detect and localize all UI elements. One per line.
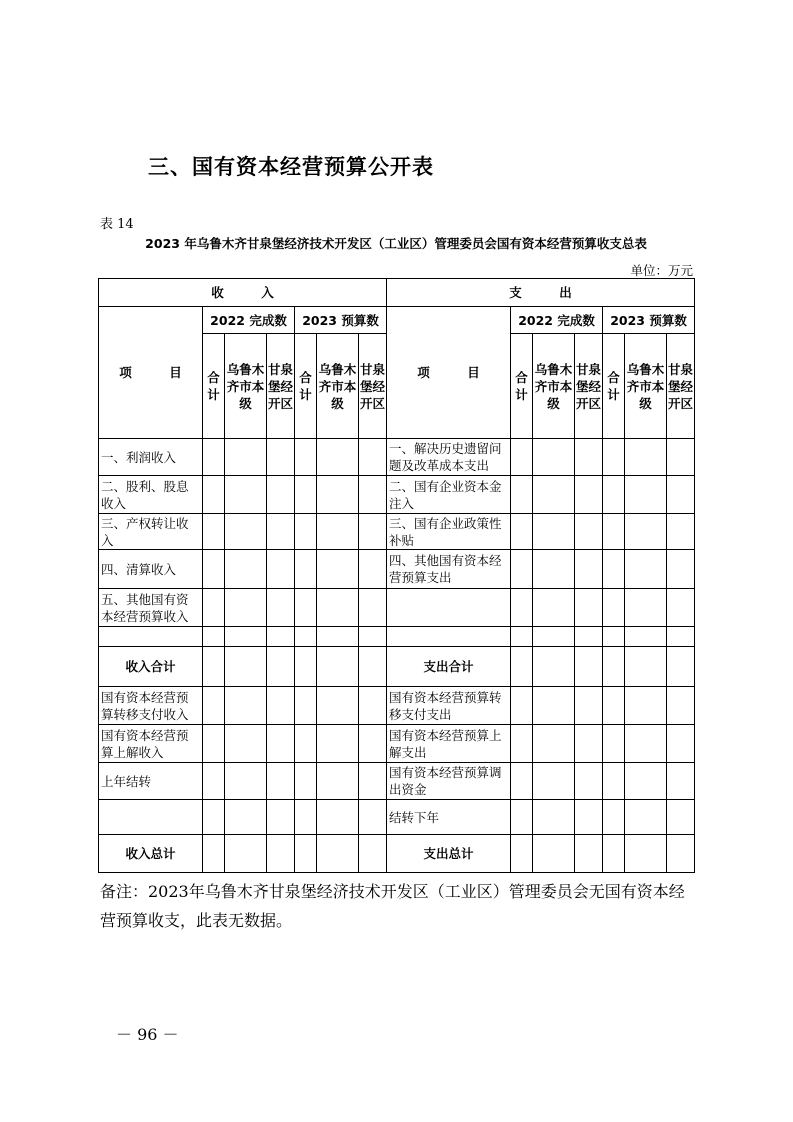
income-amount-cell: [225, 725, 267, 763]
income-header: 收 入: [99, 279, 387, 307]
expense-amount-cell: [575, 800, 603, 835]
income-amount-cell: [295, 835, 317, 873]
income-amount-cell: [203, 476, 225, 514]
expense-2023-gqb-header: 甘泉堡经开区: [667, 334, 695, 439]
income-amount-cell: [317, 589, 359, 627]
expense-amount-cell: [625, 439, 667, 476]
income-amount-cell: [317, 439, 359, 476]
income-amount-cell: [359, 627, 387, 647]
expense-amount-cell: [603, 800, 625, 835]
income-amount-cell: [225, 800, 267, 835]
expense-amount-cell: [533, 647, 575, 687]
expense-amount-cell: [603, 725, 625, 763]
expense-amount-cell: [533, 589, 575, 627]
income-amount-cell: [317, 800, 359, 835]
income-amount-cell: [267, 627, 295, 647]
expense-amount-cell: [667, 589, 695, 627]
expense-amount-cell: [511, 589, 533, 627]
income-amount-cell: [295, 687, 317, 725]
expense-amount-cell: [625, 514, 667, 550]
expense-2023-budget-header: 2023 预算数: [603, 307, 695, 334]
income-amount-cell: [359, 550, 387, 589]
income-2022-city-header: 乌鲁木齐市本级: [225, 334, 267, 439]
expense-amount-cell: [667, 647, 695, 687]
expense-amount-cell: [667, 550, 695, 589]
income-item-cell: 一、利润收入: [99, 439, 203, 476]
expense-amount-cell: [511, 763, 533, 800]
budget-table: [98, 278, 695, 873]
income-2022-gqb-header: 甘泉堡经开区: [267, 334, 295, 439]
income-amount-cell: [225, 835, 267, 873]
expense-amount-cell: [511, 514, 533, 550]
income-amount-cell: [295, 514, 317, 550]
income-amount-cell: [225, 687, 267, 725]
table-row: [99, 439, 695, 476]
income-amount-cell: [295, 476, 317, 514]
expense-amount-cell: [575, 439, 603, 476]
expense-2022-total-header: 合计: [511, 334, 533, 439]
income-2023-budget-header: 2023 预算数: [295, 307, 387, 334]
expense-amount-cell: [533, 800, 575, 835]
income-amount-cell: [225, 439, 267, 476]
income-amount-cell: [359, 476, 387, 514]
table-row: [99, 514, 695, 550]
expense-2023-city-header: 乌鲁木齐市本级: [625, 334, 667, 439]
expense-amount-cell: [625, 627, 667, 647]
expense-amount-cell: [667, 439, 695, 476]
income-item-cell: [99, 627, 203, 647]
income-item-cell: 国有资本经营预算上解收入: [99, 725, 203, 763]
expense-amount-cell: [603, 763, 625, 800]
header-row-1: [99, 279, 695, 307]
expense-amount-cell: [625, 476, 667, 514]
expense-amount-cell: [511, 725, 533, 763]
expense-amount-cell: [511, 687, 533, 725]
income-item-cell: [99, 800, 203, 835]
income-amount-cell: [317, 835, 359, 873]
expense-2022-completed-header: 2022 完成数: [511, 307, 603, 334]
income-item-cell: 二、股利、股息收入: [99, 476, 203, 514]
expense-amount-cell: [575, 687, 603, 725]
income-amount-cell: [359, 647, 387, 687]
income-amount-cell: [225, 627, 267, 647]
income-amount-cell: [295, 800, 317, 835]
table-body: [99, 439, 695, 873]
expense-item-cell: 国有资本经营预算上解支出: [387, 725, 511, 763]
expense-amount-cell: [625, 835, 667, 873]
expense-amount-cell: [533, 725, 575, 763]
income-amount-cell: [203, 647, 225, 687]
income-amount-cell: [267, 725, 295, 763]
expense-amount-cell: [603, 514, 625, 550]
expense-amount-cell: [575, 725, 603, 763]
income-amount-cell: [359, 763, 387, 800]
expense-amount-cell: [625, 647, 667, 687]
expense-amount-cell: [575, 763, 603, 800]
income-amount-cell: [225, 550, 267, 589]
income-amount-cell: [267, 514, 295, 550]
income-amount-cell: [359, 835, 387, 873]
income-amount-cell: [359, 514, 387, 550]
expense-amount-cell: [625, 687, 667, 725]
expense-amount-cell: [603, 589, 625, 627]
income-2022-total-header: 合计: [203, 334, 225, 439]
income-item-cell: 收入合计: [99, 647, 203, 687]
income-amount-cell: [225, 763, 267, 800]
expense-item-cell: 四、其他国有资本经营预算支出: [387, 550, 511, 589]
expense-amount-cell: [667, 835, 695, 873]
expense-amount-cell: [511, 476, 533, 514]
expense-amount-cell: [603, 687, 625, 725]
income-amount-cell: [203, 550, 225, 589]
expense-2022-city-header: 乌鲁木齐市本级: [533, 334, 575, 439]
income-amount-cell: [267, 763, 295, 800]
income-amount-cell: [267, 687, 295, 725]
income-amount-cell: [203, 687, 225, 725]
expense-amount-cell: [511, 550, 533, 589]
expense-item-cell: [387, 627, 511, 647]
expense-item-cell: 结转下年: [387, 800, 511, 835]
expense-amount-cell: [625, 725, 667, 763]
expense-amount-cell: [625, 800, 667, 835]
expense-item-cell: 支出总计: [387, 835, 511, 873]
income-item-cell: 四、清算收入: [99, 550, 203, 589]
income-amount-cell: [203, 439, 225, 476]
expense-header: 支 出: [387, 279, 695, 307]
income-amount-cell: [267, 589, 295, 627]
expense-amount-cell: [575, 647, 603, 687]
expense-amount-cell: [511, 835, 533, 873]
table-row: [99, 476, 695, 514]
expense-amount-cell: [667, 763, 695, 800]
expense-amount-cell: [603, 550, 625, 589]
expense-amount-cell: [511, 439, 533, 476]
expense-amount-cell: [575, 514, 603, 550]
income-amount-cell: [295, 627, 317, 647]
income-item-cell: 国有资本经营预算转移支付收入: [99, 687, 203, 725]
expense-item-cell: [387, 589, 511, 627]
income-amount-cell: [225, 514, 267, 550]
expense-amount-cell: [603, 835, 625, 873]
expense-2023-total-header: 合计: [603, 334, 625, 439]
income-amount-cell: [359, 725, 387, 763]
income-2022-completed-header: 2022 完成数: [203, 307, 295, 334]
footnote: 备注：2023年乌鲁木齐甘泉堡经济技术开发区（工业区）管理委员会无国有资本经营预算收支，此表无数据。: [100, 882, 685, 930]
income-item-cell: 收入总计: [99, 835, 203, 873]
expense-amount-cell: [575, 835, 603, 873]
income-amount-cell: [267, 476, 295, 514]
table-row: [99, 725, 695, 763]
expense-amount-cell: [575, 627, 603, 647]
expense-item-cell: 一、解决历史遗留问题及改革成本支出: [387, 439, 511, 476]
expense-item-cell: 国有资本经营预算转移支付支出: [387, 687, 511, 725]
income-item-cell: 三、产权转让收入: [99, 514, 203, 550]
income-2023-gqb-header: 甘泉堡经开区: [359, 334, 387, 439]
table-row: [99, 800, 695, 835]
income-item-cell: 上年结转: [99, 763, 203, 800]
page-number: － 96 －: [116, 1025, 179, 1044]
income-amount-cell: [295, 550, 317, 589]
expense-amount-cell: [625, 763, 667, 800]
income-amount-cell: [295, 763, 317, 800]
income-item-cell: 五、其他国有资本经营预算收入: [99, 589, 203, 627]
expense-amount-cell: [603, 476, 625, 514]
income-amount-cell: [203, 627, 225, 647]
income-amount-cell: [267, 835, 295, 873]
income-amount-cell: [267, 439, 295, 476]
expense-item-cell: 二、国有企业资本金注入: [387, 476, 511, 514]
header-row-2: [99, 307, 695, 334]
income-amount-cell: [295, 589, 317, 627]
income-amount-cell: [203, 589, 225, 627]
expense-amount-cell: [575, 476, 603, 514]
expense-amount-cell: [625, 550, 667, 589]
table-number: 表 14: [100, 217, 134, 232]
table-title: 2023 年乌鲁木齐甘泉堡经济技术开发区（工业区）管理委员会国有资本经营预算收支总表: [145, 236, 647, 251]
income-amount-cell: [317, 763, 359, 800]
expense-amount-cell: [533, 763, 575, 800]
expense-item-header: 项 目: [387, 307, 511, 439]
table-row: [99, 763, 695, 800]
expense-amount-cell: [667, 725, 695, 763]
income-amount-cell: [225, 476, 267, 514]
table-row: [99, 589, 695, 627]
table-row: [99, 647, 695, 687]
income-amount-cell: [267, 550, 295, 589]
expense-amount-cell: [511, 800, 533, 835]
unit-label: 单位：万元: [630, 263, 693, 278]
expense-amount-cell: [575, 550, 603, 589]
income-amount-cell: [317, 725, 359, 763]
income-amount-cell: [267, 800, 295, 835]
expense-amount-cell: [511, 627, 533, 647]
expense-amount-cell: [667, 476, 695, 514]
income-amount-cell: [267, 647, 295, 687]
expense-amount-cell: [511, 647, 533, 687]
expense-amount-cell: [603, 627, 625, 647]
expense-amount-cell: [533, 439, 575, 476]
income-amount-cell: [317, 627, 359, 647]
income-amount-cell: [359, 439, 387, 476]
table-row: [99, 687, 695, 725]
income-2023-total-header: 合计: [295, 334, 317, 439]
expense-amount-cell: [533, 627, 575, 647]
expense-amount-cell: [667, 514, 695, 550]
income-amount-cell: [317, 550, 359, 589]
expense-amount-cell: [533, 514, 575, 550]
income-amount-cell: [203, 514, 225, 550]
expense-2022-gqb-header: 甘泉堡经开区: [575, 334, 603, 439]
expense-amount-cell: [667, 627, 695, 647]
expense-amount-cell: [533, 550, 575, 589]
income-amount-cell: [317, 514, 359, 550]
expense-item-cell: 国有资本经营预算调出资金: [387, 763, 511, 800]
income-amount-cell: [225, 589, 267, 627]
income-amount-cell: [203, 725, 225, 763]
section-heading: 三、国有资本经营预算公开表: [148, 155, 434, 179]
expense-amount-cell: [603, 439, 625, 476]
expense-amount-cell: [603, 647, 625, 687]
income-amount-cell: [295, 439, 317, 476]
income-item-header: 项 目: [99, 307, 203, 439]
table-row: [99, 835, 695, 873]
income-amount-cell: [317, 476, 359, 514]
income-amount-cell: [203, 800, 225, 835]
income-2023-city-header: 乌鲁木齐市本级: [317, 334, 359, 439]
expense-item-cell: 三、国有企业政策性补贴: [387, 514, 511, 550]
income-amount-cell: [203, 835, 225, 873]
table-row: [99, 550, 695, 589]
income-amount-cell: [295, 725, 317, 763]
income-amount-cell: [359, 687, 387, 725]
income-amount-cell: [203, 763, 225, 800]
income-amount-cell: [359, 589, 387, 627]
expense-amount-cell: [625, 589, 667, 627]
income-amount-cell: [295, 647, 317, 687]
table-row: [99, 627, 695, 647]
expense-amount-cell: [533, 476, 575, 514]
expense-amount-cell: [533, 687, 575, 725]
expense-amount-cell: [667, 800, 695, 835]
expense-amount-cell: [533, 835, 575, 873]
expense-amount-cell: [575, 589, 603, 627]
income-amount-cell: [359, 800, 387, 835]
income-amount-cell: [317, 687, 359, 725]
expense-amount-cell: [667, 687, 695, 725]
income-amount-cell: [317, 647, 359, 687]
income-amount-cell: [225, 647, 267, 687]
expense-item-cell: 支出合计: [387, 647, 511, 687]
